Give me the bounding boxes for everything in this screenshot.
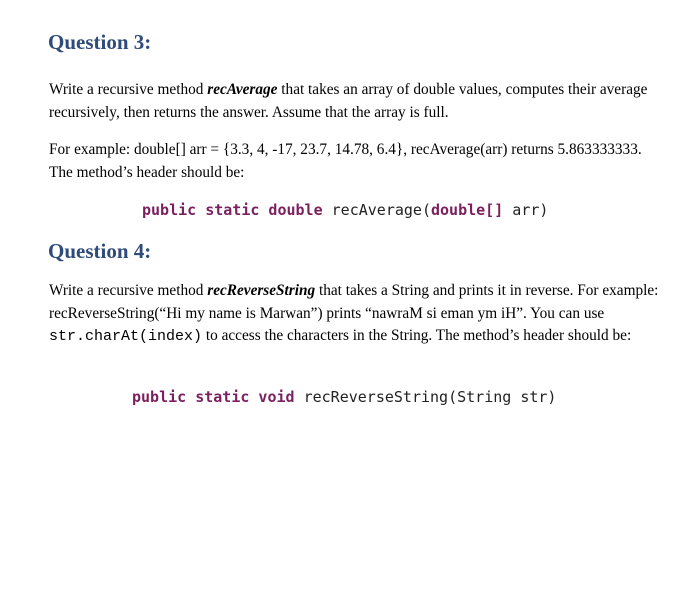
question-3-example: For example: double[] arr = {3.3, 4, -17, 23.7, 14.78, 6.4}, recAverage(arr) returns 5.863333333. The method’s header should be:	[49, 141, 642, 181]
q3-text-post: that takes an array of double values, computes their average recursively, then returns the answer. Assume that the array is full.	[49, 81, 648, 121]
question-4-method-header	[132, 387, 556, 407]
q3-sig-param-type: double[]	[431, 201, 504, 219]
q4-sig-rest: recReverseString(String str)	[294, 388, 557, 406]
question-4-description	[49, 280, 659, 349]
q3-sig-rest: arr)	[503, 201, 549, 219]
q4-text-mid: that takes a String and prints it in reverse. For example: recReverseString(“Hi my name is Marwan”) prints “nawraM si eman ym iH”. You can use	[49, 282, 659, 322]
q4-inline-code: str.charAt(index)	[49, 328, 203, 345]
question-3-heading: Question 3:	[48, 30, 152, 54]
q3-text-pre: Write a recursive method	[49, 81, 208, 98]
q4-sig-keywords: public static void	[132, 388, 295, 406]
question-3-description	[49, 79, 659, 124]
q4-text-pre: Write a recursive method	[49, 282, 208, 299]
question-3-method-header	[142, 200, 548, 220]
question-4-heading: Question 4:	[48, 239, 152, 263]
q4-text-post: to access the characters in the String. The method’s header should be:	[202, 327, 632, 344]
q3-method-name: recAverage	[207, 81, 278, 98]
q3-sig-keywords: public static double	[142, 201, 323, 219]
q4-method-name: recReverseString	[207, 282, 316, 299]
q3-sig-name: recAverage(	[322, 201, 431, 219]
